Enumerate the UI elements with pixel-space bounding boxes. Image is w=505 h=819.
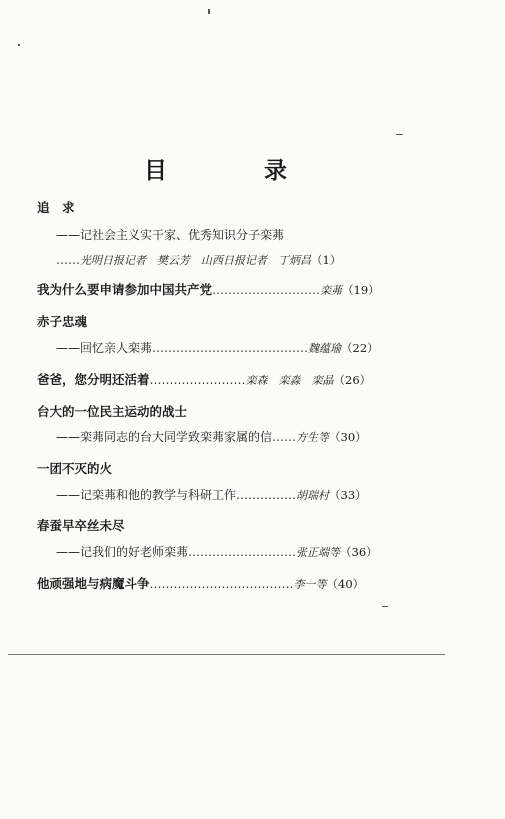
toc-leader-dots: …… <box>56 253 80 267</box>
scan-speck <box>208 9 210 14</box>
toc-leader-dots: ………………………………… <box>152 341 309 355</box>
scan-speck <box>18 44 20 46</box>
toc-entry-title: 爸爸，您分明还活着 <box>37 372 150 387</box>
toc-entry-title: 我为什么要申请参加中国共产党 <box>37 282 213 297</box>
toc-page-number: （26） <box>333 373 372 387</box>
toc-heading-title: 追 求 <box>37 200 75 215</box>
toc-heading-silkworm[interactable] <box>37 518 125 534</box>
page-title <box>0 152 505 182</box>
scan-speck <box>396 134 403 135</box>
toc-subtitle <box>56 227 284 243</box>
toc-entry-title: 他顽强地与病魔斗争 <box>37 576 150 591</box>
toc-leader-dots: …………………… <box>149 373 246 387</box>
toc-author: 张正端等 <box>296 546 341 559</box>
toc-entry-why-join-party[interactable] <box>37 282 380 298</box>
toc-heading-title: 赤子忠魂 <box>37 314 88 329</box>
toc-subtitle-text: ——记社会主义实干家、优秀知识分子栾茀 <box>56 228 285 242</box>
toc-subline[interactable] <box>56 544 378 560</box>
toc-author: 光明日报记者 樊云芳 山西日报记者 丁炳昌 <box>80 254 311 267</box>
toc-leader-dots: ……………………………… <box>149 577 294 591</box>
toc-heading-title: 一团不灭的火 <box>37 461 113 476</box>
toc-author: 栾森 栾淼 栾晶 <box>245 374 334 387</box>
title-char-right: 录 <box>264 157 287 184</box>
toc-heading-democracy-fighter[interactable] <box>37 404 187 420</box>
toc-subline-text: ——记我们的好老师栾茀 <box>56 545 189 559</box>
toc-page-number: （33） <box>329 488 367 502</box>
toc-subline[interactable] <box>56 340 379 356</box>
toc-heading-title: 台大的一位民主运动的战士 <box>37 404 188 419</box>
toc-subline-text: ——栾茀同志的台大同学致栾茀家属的信 <box>56 430 273 444</box>
toc-byline[interactable] <box>56 252 341 268</box>
title-char-left: 目 <box>144 157 167 184</box>
toc-author: 方生等 <box>296 431 330 444</box>
toc-leader-dots: …………… <box>236 488 297 502</box>
toc-heading-undying-fire[interactable] <box>37 461 112 477</box>
toc-leader-dots: ……………………… <box>188 545 297 559</box>
toc-page-number: （36） <box>340 545 378 559</box>
toc-author: 胡瑞村 <box>296 489 330 502</box>
toc-subline[interactable] <box>56 487 367 503</box>
toc-leader-dots: …… <box>272 430 297 444</box>
toc-subline[interactable] <box>56 429 367 445</box>
toc-author: 李一等 <box>293 578 327 591</box>
toc-leader-dots: ……………………… <box>212 283 321 297</box>
toc-author: 魏蕴瑜 <box>308 342 342 355</box>
toc-page-number: （30） <box>329 430 367 444</box>
scan-speck <box>382 606 388 607</box>
toc-heading-pursuit[interactable] <box>37 200 75 216</box>
bottom-rule <box>8 654 445 655</box>
toc-entry-dad-still-alive[interactable] <box>37 372 371 388</box>
toc-heading-loyal-heart[interactable] <box>37 314 87 330</box>
toc-author: 栾茀 <box>320 284 343 297</box>
toc-page-number: （22） <box>341 341 379 355</box>
toc-subline-text: ——记栾茀和他的教学与科研工作 <box>56 488 237 502</box>
toc-subline-text: ——回忆亲人栾茀 <box>56 341 153 355</box>
toc-entry-fight-illness[interactable] <box>37 576 364 592</box>
toc-heading-title: 春蚕早卒丝未尽 <box>37 518 125 533</box>
toc-page-number: （1） <box>311 253 342 267</box>
toc-page-number: （19） <box>342 283 380 297</box>
toc-page-number: （40） <box>326 577 365 591</box>
